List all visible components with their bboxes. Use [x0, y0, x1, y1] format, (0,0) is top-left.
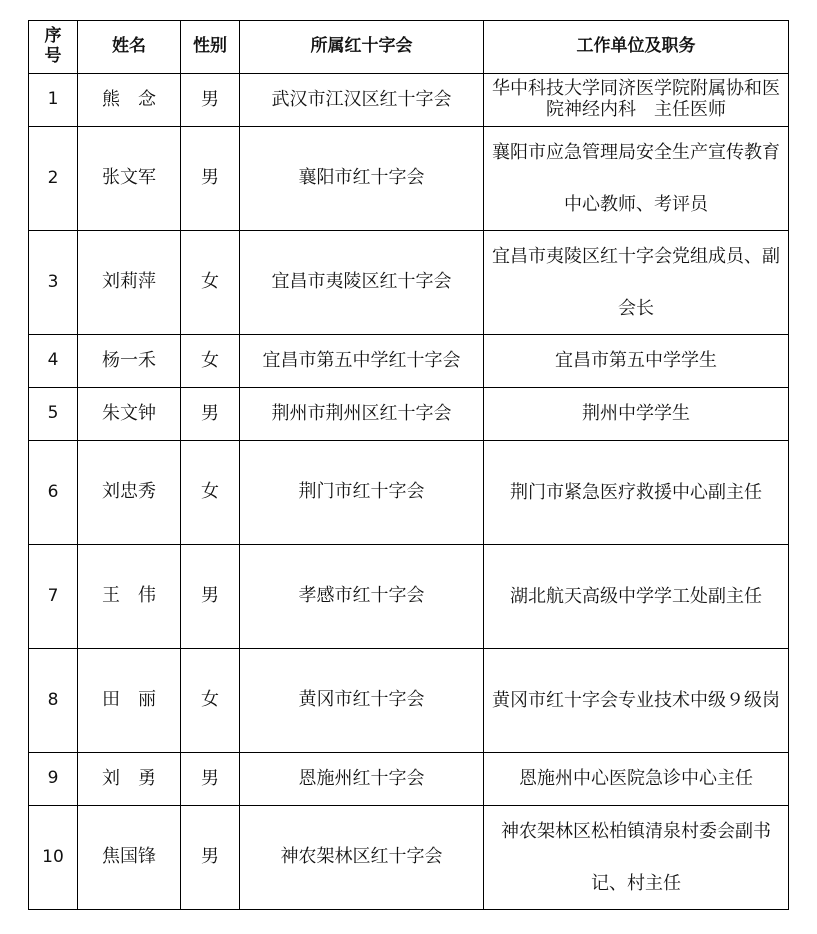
cell-seq: 6: [29, 441, 78, 545]
cell-gender: 男: [181, 545, 240, 649]
header-job: 工作单位及职务: [484, 21, 789, 74]
cell-seq: 4: [29, 335, 78, 388]
header-org: 所属红十字会: [240, 21, 484, 74]
cell-name: 刘 勇: [78, 753, 181, 806]
cell-job: 宜昌市第五中学学生: [484, 335, 789, 388]
cell-gender: 男: [181, 753, 240, 806]
cell-seq: 10: [29, 806, 78, 910]
header-name: 姓名: [78, 21, 181, 74]
table-row: [29, 127, 789, 231]
cell-gender: 女: [181, 441, 240, 545]
cell-seq: 1: [29, 74, 78, 127]
header-seq-line-1: 序: [44, 26, 62, 47]
cell-job: 荆州中学学生: [484, 388, 789, 441]
cell-seq: 7: [29, 545, 78, 649]
cell-seq: 8: [29, 649, 78, 753]
cell-name: 张文军: [78, 127, 181, 231]
cell-name: 熊 念: [78, 74, 181, 127]
table-header-row: [29, 21, 789, 74]
cell-gender: 女: [181, 649, 240, 753]
table-row: [29, 335, 789, 388]
cell-job: 襄阳市应急管理局安全生产宣传教育中心教师、考评员: [484, 127, 789, 231]
cell-name: 刘忠秀: [78, 441, 181, 545]
cell-name: 刘莉萍: [78, 231, 181, 335]
cell-job: 神农架林区松柏镇清泉村委会副书记、村主任: [484, 806, 789, 910]
cell-name: 杨一禾: [78, 335, 181, 388]
cell-gender: 男: [181, 388, 240, 441]
cell-org: 武汉市江汉区红十字会: [240, 74, 484, 127]
cell-job: 湖北航天高级中学学工处副主任: [484, 545, 789, 649]
cell-gender: 女: [181, 335, 240, 388]
cell-gender: 女: [181, 231, 240, 335]
cell-gender: 男: [181, 74, 240, 127]
cell-org: 宜昌市第五中学红十字会: [240, 335, 484, 388]
cell-job: 宜昌市夷陵区红十字会党组成员、副会长: [484, 231, 789, 335]
table-row: [29, 74, 789, 127]
header-gender: 性别: [181, 21, 240, 74]
cell-seq: 9: [29, 753, 78, 806]
cell-gender: 男: [181, 127, 240, 231]
header-seq: [29, 21, 78, 74]
table-row: [29, 441, 789, 545]
honoree-table: [28, 20, 789, 910]
cell-name: 焦国锋: [78, 806, 181, 910]
cell-job: 恩施州中心医院急诊中心主任: [484, 753, 789, 806]
cell-job: 荆门市紧急医疗救援中心副主任: [484, 441, 789, 545]
cell-name: 朱文钟: [78, 388, 181, 441]
table-row: [29, 649, 789, 753]
cell-seq: 3: [29, 231, 78, 335]
table-row: [29, 806, 789, 910]
cell-org: 黄冈市红十字会: [240, 649, 484, 753]
cell-name: 王 伟: [78, 545, 181, 649]
cell-seq: 5: [29, 388, 78, 441]
cell-org: 孝感市红十字会: [240, 545, 484, 649]
cell-org: 荆州市荆州区红十字会: [240, 388, 484, 441]
cell-seq: 2: [29, 127, 78, 231]
cell-job: 黄冈市红十字会专业技术中级９级岗: [484, 649, 789, 753]
table-row: [29, 753, 789, 806]
cell-org: 神农架林区红十字会: [240, 806, 484, 910]
honoree-table-container: [28, 20, 788, 910]
cell-org: 恩施州红十字会: [240, 753, 484, 806]
table-row: [29, 231, 789, 335]
cell-name: 田 丽: [78, 649, 181, 753]
cell-org: 荆门市红十字会: [240, 441, 484, 545]
table-row: [29, 545, 789, 649]
cell-org: 宜昌市夷陵区红十字会: [240, 231, 484, 335]
header-seq-line-2: 号: [44, 46, 62, 66]
cell-org: 襄阳市红十字会: [240, 127, 484, 231]
cell-gender: 男: [181, 806, 240, 910]
table-row: [29, 388, 789, 441]
cell-job: 华中科技大学同济医学院附属协和医院神经内科 主任医师: [484, 74, 789, 127]
